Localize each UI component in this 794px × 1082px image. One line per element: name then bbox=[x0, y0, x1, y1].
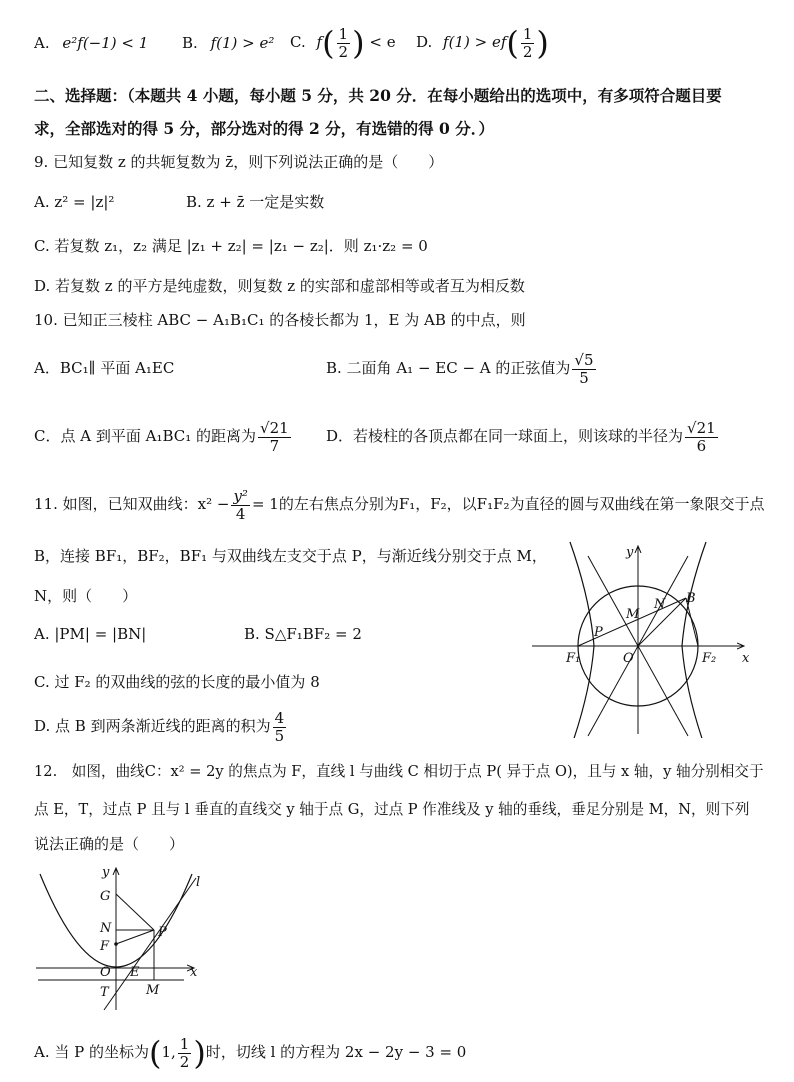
q8-option-c-label: C. bbox=[290, 33, 306, 51]
q11-option-b: B. S△F₁BF₂ = 2 bbox=[244, 625, 362, 643]
q12-parabola-figure bbox=[34, 864, 210, 1014]
q11-option-a: A. |PM| = |BN| bbox=[34, 625, 147, 643]
q12-label-g: G bbox=[100, 889, 111, 904]
q12-focus-dot bbox=[114, 942, 118, 946]
q8-options bbox=[34, 28, 148, 58]
section-heading-line2: 求，全部选对的得 5 分，部分选对的得 2 分，有选错的得 0 分．） bbox=[34, 119, 494, 138]
q9-option-b: B. z + z̄ 一定是实数 bbox=[186, 193, 325, 211]
q8-option-a-label: A. bbox=[34, 34, 50, 52]
q11-label-b: B bbox=[686, 591, 696, 606]
q8-option-d-wrap: D. f(1) > ef( $\frac{1}{2}$ ) bbox=[416, 24, 549, 62]
q11-label-p: P bbox=[594, 625, 603, 640]
q12-label-n: N bbox=[100, 921, 112, 936]
q9-stem: 9. 已知复数 z 的共轭复数为 z̄，则下列说法正确的是（ ） bbox=[34, 153, 444, 171]
q11-option-d-fraction: $\frac{4}{5}$ bbox=[274, 709, 285, 745]
q11-option-d bbox=[34, 706, 288, 746]
q11-line3: N，则（ ） bbox=[34, 587, 138, 605]
q8-option-c-f: f bbox=[316, 33, 323, 51]
q11-label-f2: F₂ bbox=[702, 651, 717, 666]
q8-option-a: e²f(−1) < 1 bbox=[62, 34, 149, 52]
q11-label-n: N bbox=[654, 597, 666, 612]
q11-label-y: y bbox=[626, 545, 634, 560]
q11-stem bbox=[34, 484, 765, 524]
q11-figure-svg bbox=[530, 538, 762, 738]
q12-normal-pg bbox=[116, 894, 154, 930]
q12-label-f: F bbox=[100, 939, 110, 954]
q12-option-a-fraction: $\frac{1}{2}$ bbox=[179, 1035, 190, 1071]
q8-option-c-fraction: $\frac{1}{2}$ bbox=[338, 25, 349, 61]
q8-option-b-wrap bbox=[182, 28, 274, 58]
q12-line3: 说法正确的是（ ） bbox=[34, 835, 185, 853]
q9-option-a: A. z² = |z|² bbox=[34, 193, 115, 211]
q11-hyperbola-figure bbox=[530, 538, 762, 738]
q12-label-o: O bbox=[100, 965, 111, 980]
q12-figure-svg bbox=[34, 864, 210, 1014]
q10-option-d bbox=[326, 414, 720, 458]
q11-option-c: C. 过 F₂ 的双曲线的弦的长度的最小值为 8 bbox=[34, 673, 320, 691]
q10-option-b-text: B. 二面角 A₁ − EC − A 的正弦值为 bbox=[326, 359, 571, 377]
q9-option-d: D. 若复数 z 的平方是纯虚数，则复数 z 的实部和虚部相等或者互为相反数 bbox=[34, 277, 525, 295]
q11-label-o: O bbox=[623, 651, 634, 666]
q8-option-d-pre: f(1) > ef bbox=[443, 33, 507, 51]
q12-segment-pf bbox=[116, 930, 154, 944]
q10-stem: 10. 已知正三棱柱 ABC − A₁B₁C₁ 的各棱长都为 1，E 为 AB 的中点，则 bbox=[34, 311, 526, 329]
q12-option-a: A. 当 P 的坐标为(1, $\frac{1}{2}$ )时，切线 l 的方程为 2x − 2y − 3 = 0 bbox=[34, 1034, 467, 1072]
q10-option-b-fraction: $\frac{√5}{5}$ bbox=[574, 351, 594, 387]
q8-option-c-wrap: C. f( $\frac{1}{2}$ ) < e bbox=[290, 24, 396, 62]
q12-label-x: x bbox=[190, 965, 198, 980]
q12-label-l: l bbox=[196, 875, 201, 890]
q12-option-a-text: A. 当 P 的坐标为 bbox=[34, 1043, 149, 1061]
q11-stem-fraction: $\frac{\text{y²}}{4}$ bbox=[233, 487, 248, 523]
q10-option-a: A．BC₁∥ 平面 A₁EC bbox=[34, 359, 175, 377]
q11-option-d-text: D. 点 B 到两条渐近线的距离的积为 bbox=[34, 717, 271, 735]
q11-label-f1: F₁ bbox=[566, 651, 581, 666]
q12-label-e: E bbox=[130, 965, 140, 980]
q10-option-d-fraction: $\frac{√21}{6}$ bbox=[687, 419, 716, 455]
q11-label-m: M bbox=[626, 607, 640, 622]
q8-option-b: f(1) > e² bbox=[210, 34, 275, 52]
q8-option-b-label: B. bbox=[182, 34, 198, 52]
section-heading-line1: 二、选择题：（本题共 4 小题，每小题 5 分，共 20 分．在每小题给出的选项中，有多项符合题目要 bbox=[34, 86, 722, 105]
q11-hyperbola-right bbox=[682, 542, 706, 738]
q10-option-c-text: C．点 A 到平面 A₁BC₁ 的距离为 bbox=[34, 427, 257, 445]
q12-line2: 点 E，T，过点 P 且与 l 垂直的直线交 y 轴于点 G，过点 P 作准线及 y 轴的垂线，垂足分别是 M，N，则下列 bbox=[34, 801, 750, 818]
q8-option-d-fraction: $\frac{1}{2}$ bbox=[522, 25, 533, 61]
q10-option-c bbox=[34, 414, 293, 458]
q11-label-x: x bbox=[742, 651, 750, 666]
q11-stem-pre: 11. 如图，已知双曲线：x² − bbox=[34, 495, 230, 513]
q10-option-d-text: D．若棱柱的各顶点都在同一球面上，则该球的半径为 bbox=[326, 427, 684, 445]
q12-label-y: y bbox=[102, 865, 110, 880]
q12-option-a-post: 时，切线 l 的方程为 2x − 2y − 3 = 0 bbox=[205, 1043, 467, 1061]
q8-option-c-rest: < e bbox=[369, 33, 396, 51]
q10-option-c-fraction: $\frac{√21}{7}$ bbox=[260, 419, 289, 455]
q9-option-c: C. 若复数 z₁，z₂ 满足 |z₁ + z₂| = |z₁ − z₂|．则 z₁·z₂ = 0 bbox=[34, 237, 428, 255]
q8-option-d-label: D. bbox=[416, 33, 433, 51]
q12-label-t: T bbox=[100, 985, 109, 1000]
q12-label-m: M bbox=[146, 983, 160, 998]
q12-label-p: P bbox=[158, 925, 167, 940]
q12-line1: 12. 如图，曲线C：x² = 2y 的焦点为 F，直线 l 与曲线 C 相切于点 P( 异于点 O)，且与 x 轴，y 轴分别相交于 bbox=[34, 763, 764, 780]
q11-line2: B，连接 BF₁，BF₂，BF₁ 与双曲线左支交于点 P，与渐近线分别交于点 M， bbox=[34, 547, 547, 565]
q10-option-b bbox=[326, 346, 598, 390]
q11-stem-post: = 1的左右焦点分别为F₁，F₂，以F₁F₂为直径的圆与双曲线在第一象限交于点 bbox=[251, 495, 765, 513]
q12-option-a-coord: 1, bbox=[161, 1043, 176, 1061]
